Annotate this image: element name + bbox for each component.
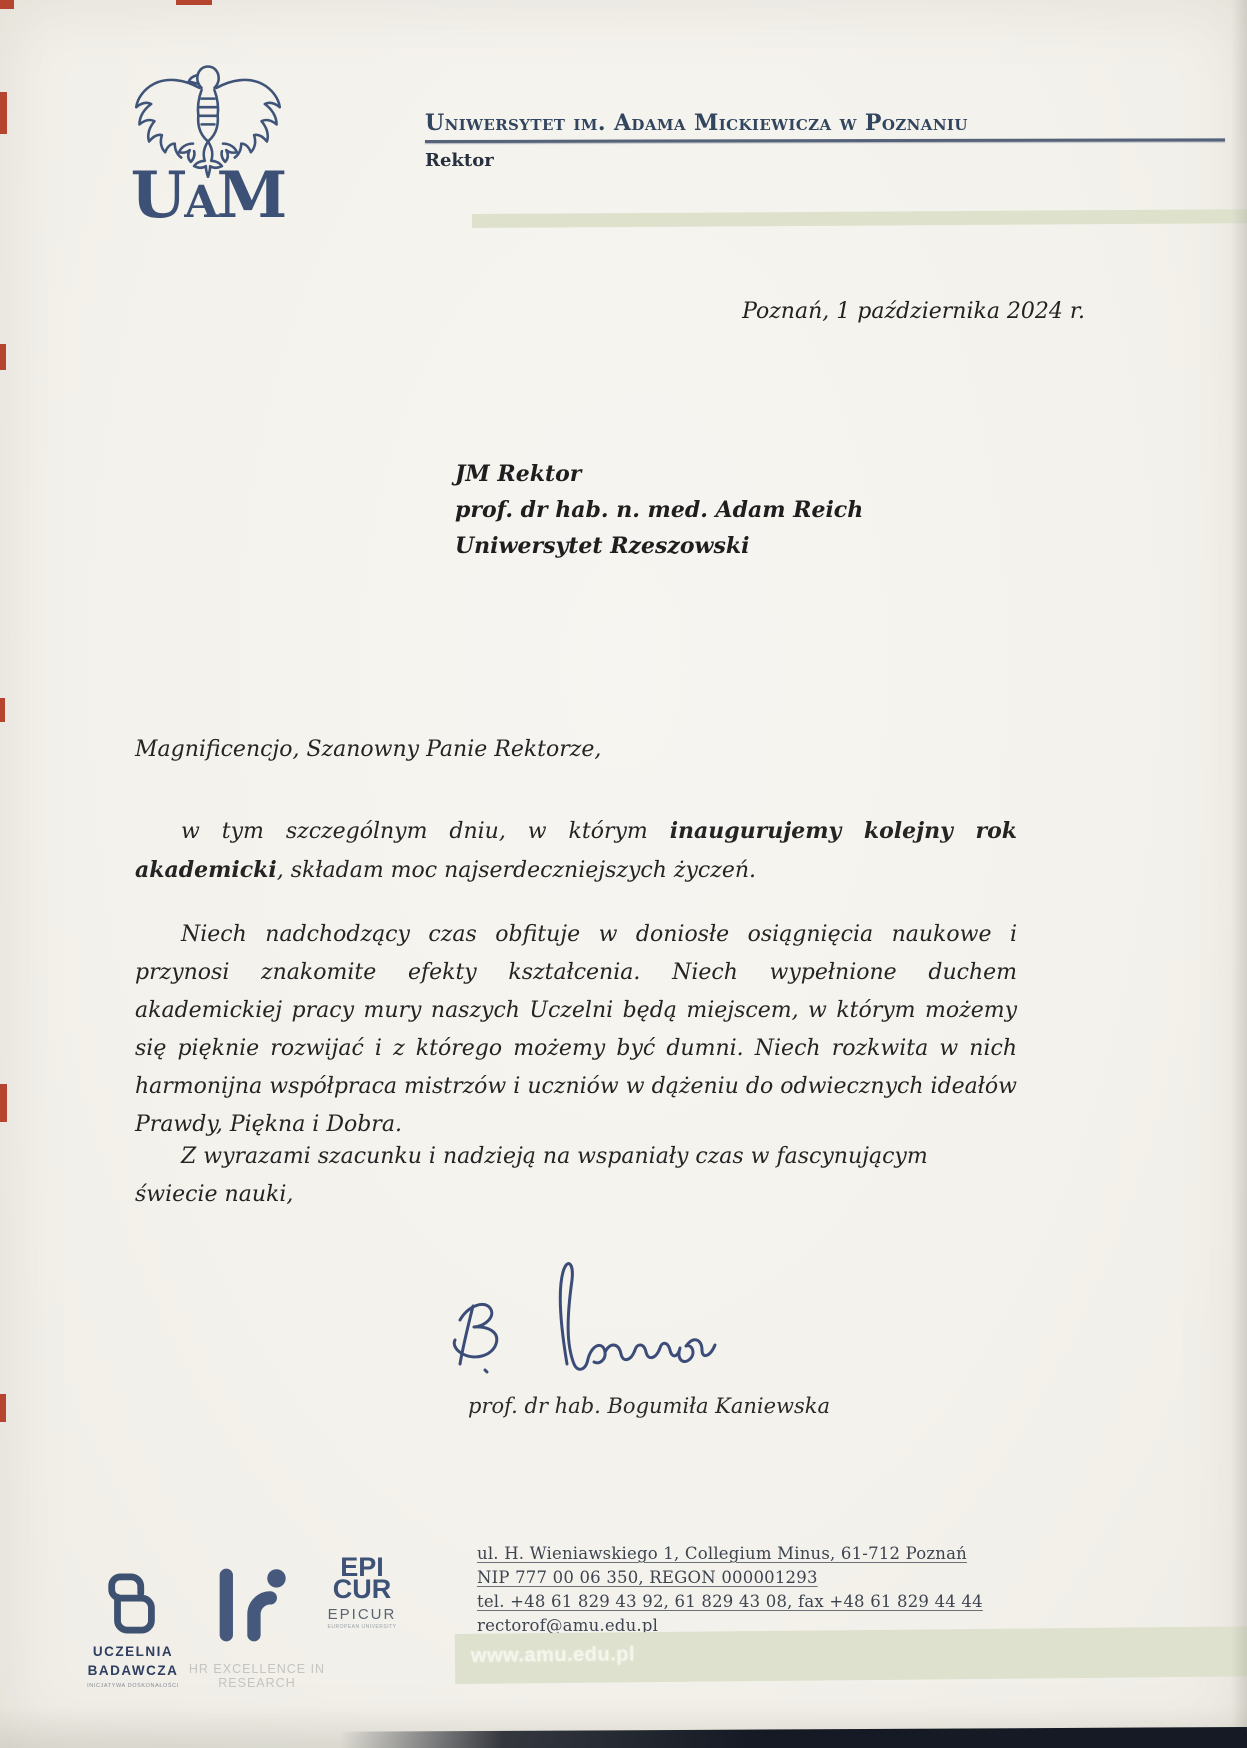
- scan-bottom-dark-band: [340, 1727, 1247, 1748]
- scan-artifact: [0, 1394, 6, 1422]
- letterhead: [425, 110, 1247, 171]
- hr-excellence-icon: [213, 1563, 299, 1645]
- scan-artifact: [0, 92, 7, 134]
- uam-logo: [118, 60, 298, 233]
- uczelnia-badawcza-title: UCZELNIA BADAWCZA: [87, 1644, 179, 1678]
- contact-phones: tel. +48 61 829 43 92, 61 829 43 08, fax +48 61 829 44 44: [477, 1592, 983, 1611]
- signatory-name: prof. dr hab. Bogumiła Kaniewska: [468, 1394, 831, 1418]
- scan-artifact: [0, 0, 14, 9]
- date-line: Poznań, 1 października 2024 r.: [742, 299, 1085, 324]
- uam-letter-a: A: [184, 177, 217, 228]
- uczelnia-badawcza-subtitle: INICJATYWA DOSKONAŁOŚCI: [87, 1682, 179, 1689]
- contact-block: [477, 1542, 983, 1638]
- epicur-badge: [322, 1552, 402, 1631]
- scan-artifact: [176, 0, 212, 5]
- website-url: www.amu.edu.pl: [470, 1643, 636, 1667]
- website-banner: [455, 1626, 1247, 1684]
- uam-letter-u: U: [130, 158, 185, 233]
- letterhead-rule: [425, 138, 1225, 143]
- epicur-subtitle: EUROPEAN UNIVERSITY: [327, 1624, 397, 1631]
- scan-artifact: [0, 698, 5, 722]
- contact-email: rectorof@amu.edu.pl: [477, 1616, 659, 1635]
- paragraph-1-bold: inaugurujemy kolejny rok akademicki: [135, 818, 1018, 883]
- uczelnia-badawcza-icon: [99, 1572, 167, 1634]
- hr-excellence-label: HR EXCELLENCE IN RESEARCH: [188, 1662, 326, 1690]
- scan-artifact: [0, 344, 6, 370]
- paragraph-1: [135, 812, 1017, 890]
- epicur-icon: EPI CUR: [332, 1552, 392, 1605]
- addressee-block: [455, 456, 863, 564]
- addressee-line: JM Rektor: [455, 461, 582, 487]
- letterhead-green-stripe: [472, 209, 1247, 228]
- uam-letter-m: M: [216, 158, 286, 233]
- salutation: Magnificencjo, Szanowny Panie Rektorze,: [135, 737, 602, 762]
- scan-artifact: [0, 1084, 7, 1122]
- epicur-name: EPICUR: [327, 1606, 397, 1624]
- scan-edge-shadow-right: [1231, 0, 1247, 1748]
- university-name: Uniwersytet im. Adama Mickiewicza w Poznaniu: [425, 110, 968, 136]
- addressee-line: Uniwersytet Rzeszowski: [455, 533, 750, 559]
- paragraph-1-pre: w tym szczególnym dniu, w którym: [181, 819, 670, 844]
- office-title: Rektor: [425, 150, 494, 171]
- paragraph-1-post: , składam moc najserdeczniejszych życzeń.: [276, 858, 756, 883]
- hr-excellence-badge: [206, 1563, 306, 1650]
- contact-address: ul. H. Wieniawskiego 1, Collegium Minus, 61-712 Poznań: [477, 1544, 967, 1563]
- contact-registration: NIP 777 00 06 350, REGON 000001293: [477, 1568, 818, 1587]
- addressee-line: prof. dr hab. n. med. Adam Reich: [455, 497, 864, 523]
- closing-line: Z wyrazami szacunku i nadzieją na wspaniały czas w fascynującym świecie nauki,: [135, 1144, 928, 1207]
- uam-wordmark: [118, 158, 298, 233]
- handwritten-signature: [415, 1232, 725, 1397]
- paragraph-2: Niech nadchodzący czas obfituje w doniosłe osiągnięcia naukowe i przynosi znakomite efekty kształcenia. Niech wypełnione duchem akademickiej pracy mury naszych Uczelni będą miejscem, w którym możemy się pięknie rozwijać i z którego możemy być dumni. Niech rozkwita w nich harmonijna współpraca mistrzów i uczniów w dążeniu do odwiecznych ideałów Prawdy, Piękna i Dobra.: [135, 922, 1017, 1137]
